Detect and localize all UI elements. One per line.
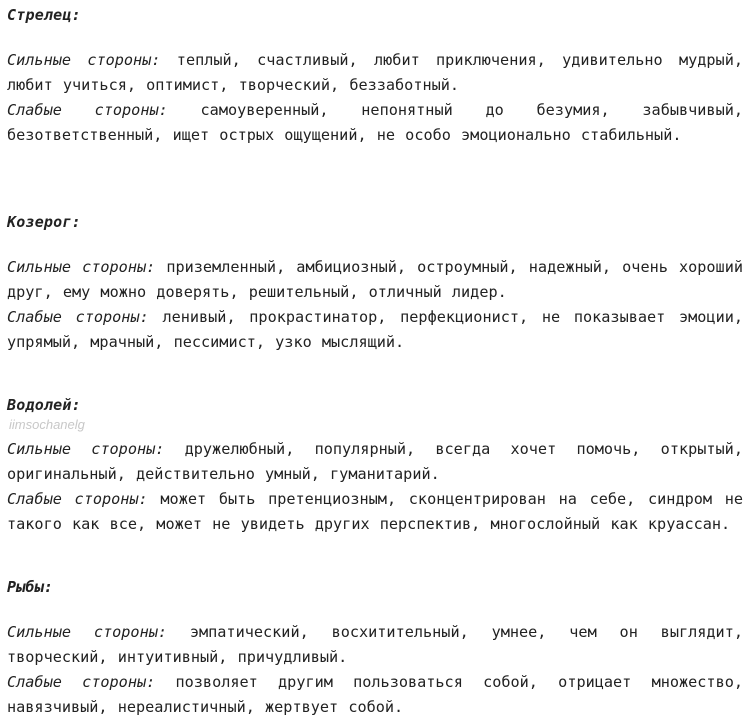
strengths-text: приземленный, амбициозный, остроумный, надежный, очень хороший друг, ему можно доверять, решительный, отличный лидер.: [7, 258, 743, 301]
strengths-label: Сильные стороны:: [7, 258, 156, 276]
sign-heading: Водолей:: [7, 396, 81, 414]
section-sagittarius: [7, 5, 743, 148]
traits-paragraph: [7, 620, 743, 720]
strengths-text: эмпатический, восхитительный, умнее, чем он выглядит, творческий, интуитивный, причудливый.: [7, 623, 743, 666]
weaknesses-text: может быть претенциозным, сконцентрирован на себе, синдром не такого как все, может не увидеть других перспектив, многослойный как круассан.: [7, 490, 743, 533]
strengths-text: дружелюбный, популярный, всегда хочет помочь, открытый, оригинальный, действительно умный, гуманитарий.: [7, 440, 743, 483]
sign-heading: Рыбы:: [7, 578, 54, 596]
sign-heading: Козерог:: [7, 213, 81, 231]
weaknesses-label: Слабые стороны:: [7, 673, 156, 691]
sign-heading: Стрелец:: [7, 6, 81, 24]
section-capricorn: [7, 212, 743, 355]
section-aquarius: [7, 395, 743, 537]
traits-paragraph: [7, 437, 743, 537]
traits-paragraph: [7, 48, 743, 148]
weaknesses-text: ленивый, прокрастинатор, перфекционист, не показывает эмоции, упрямый, мрачный, пессимист, узко мыслящий.: [7, 308, 744, 351]
strengths-label: Сильные стороны:: [7, 51, 161, 69]
section-pisces: [7, 577, 743, 720]
strengths-label: Сильные стороны:: [7, 623, 167, 641]
watermark-text: iimsochanelg: [9, 417, 85, 432]
weaknesses-label: Слабые стороны:: [7, 101, 168, 119]
strengths-label: Сильные стороны:: [7, 440, 165, 458]
weaknesses-text: позволяет другим пользоваться собой, отрицает множество, навязчивый, нереалистичный, жертвует собой.: [7, 673, 744, 716]
strengths-text: теплый, счастливый, любит приключения, удивительно мудрый, любит учиться, оптимист, творческий, беззаботный.: [7, 51, 743, 94]
weaknesses-text: самоуверенный, непонятный до безумия, забывчивый, безответственный, ищет острых ощущений, не особо эмоционально стабильный.: [7, 101, 743, 144]
traits-paragraph: [7, 255, 743, 355]
weaknesses-label: Слабые стороны:: [7, 308, 149, 326]
weaknesses-label: Слабые стороны:: [7, 490, 148, 508]
